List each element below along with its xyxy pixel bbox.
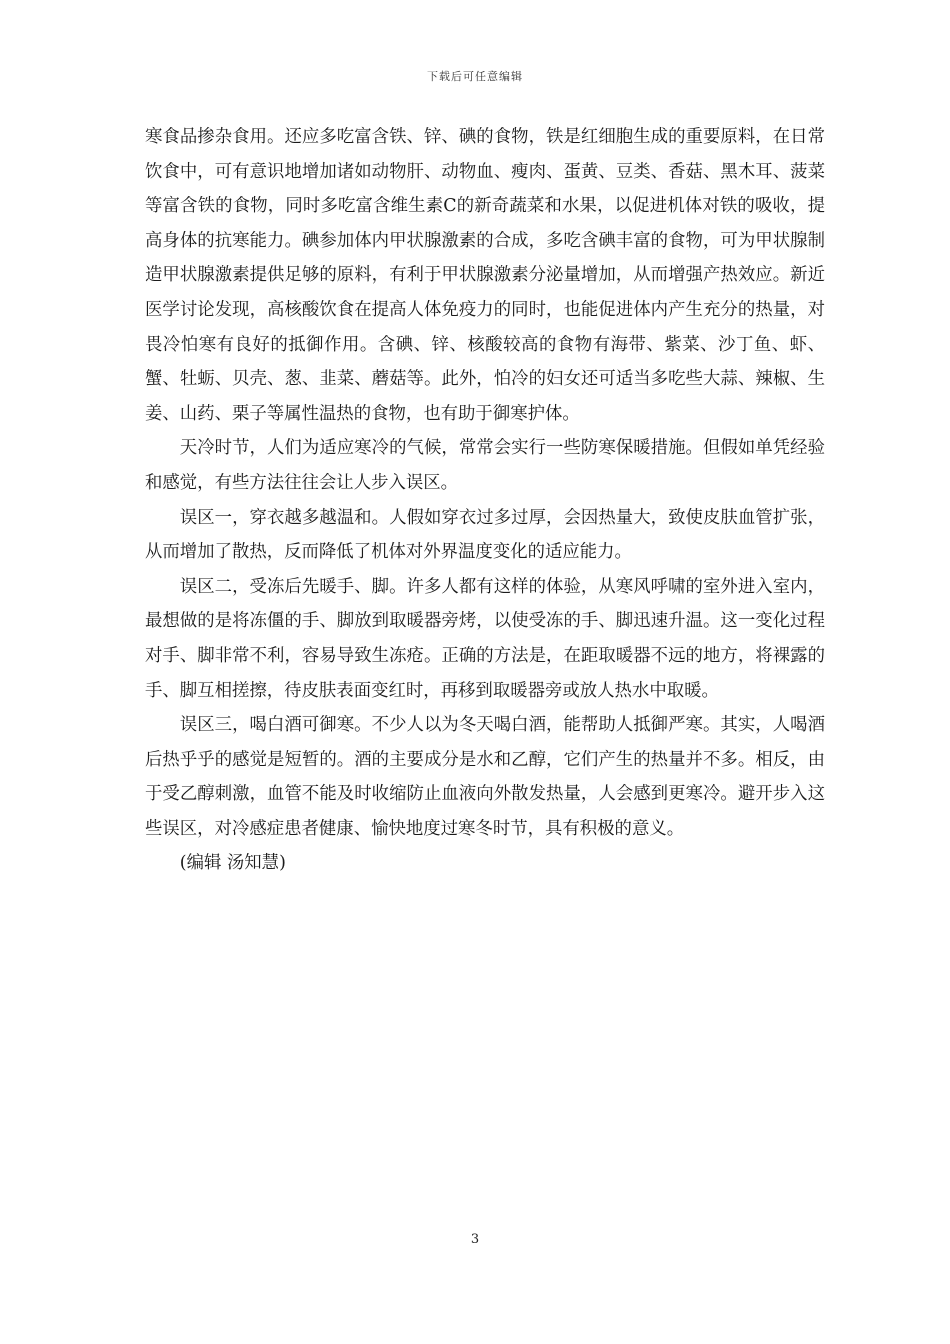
paragraph-myth-3: 误区三，喝白酒可御寒。不少人以为冬天喝白酒，能帮助人抵御严寒。其实，人喝酒后热乎乎的感觉是短暂的。酒的主要成分是水和乙醇，它们产生的热量并不多。相反，由于受乙醇刺激，血管不能及时收缩防止血液向外散发热量，人会感到更寒冷。避开步入这些误区，对冷感症患者健康、愉快地度过寒冬时节，具有积极的意义。 (145, 715, 825, 839)
paragraph-continuation: 寒食品掺杂食用。还应多吃富含铁、锌、碘的食物，铁是红细胞生成的重要原料，在日常饮食中，可有意识地增加诸如动物肝、动物血、瘦肉、蛋黄、豆类、香菇、黑木耳、菠菜等富含铁的食物，同时多吃富含维生素C的新奇蔬菜和水果，以促进机体对铁的吸收，提高身体的抗寒能力。碘参加体内甲状腺激素的合成，多吃含碘丰富的食物，可为甲状腺制造甲状腺激素提供足够的原料，有利于甲状腺激素分泌量增加，从而增强产热效应。新近医学讨论发现，高核酸饮食在提高人体免疫力的同时，也能促进体内产生充分的热量，对畏冷怕寒有良好的抵御作用。含碘、锌、核酸较高的食物有海带、紫菜、沙丁鱼、虾、蟹、牡蛎、贝壳、葱、韭菜、蘑菇等。此外，怕冷的妇女还可适当多吃些大蒜、辣椒、生姜、山药、栗子等属性温热的食物，也有助于御寒护体。 (145, 127, 825, 424)
paragraph-myth-1: 误区一，穿衣越多越温和。人假如穿衣过多过厚，会因热量大，致使皮肤血管扩张，从而增加了散热，反而降低了机体对外界温度变化的适应能力。 (145, 507, 825, 563)
article-body (145, 120, 825, 881)
paragraph-myth-2: 误区二，受冻后先暖手、脚。许多人都有这样的体验，从寒风呼啸的室外进入室内，最想做的是将冻僵的手、脚放到取暖器旁烤，以使受冻的手、脚迅速升温。这一变化过程对手、脚非常不利，容易导致生冻疮。正确的方法是，在距取暖器不远的地方，将裸露的手、脚互相搓擦，待皮肤表面变红时，再移到取暖器旁或放人热水中取暖。 (145, 576, 825, 701)
editor-credit: (编辑 汤知慧) (179, 853, 286, 874)
page-header: 下载后可任意编辑 (427, 70, 523, 83)
page-number: 3 (470, 1232, 480, 1247)
paragraph-intro: 天冷时节，人们为适应寒冷的气候，常常会实行一些防寒保暖措施。但假如单凭经验和感觉，有些方法往往会让人步入误区。 (145, 438, 825, 493)
